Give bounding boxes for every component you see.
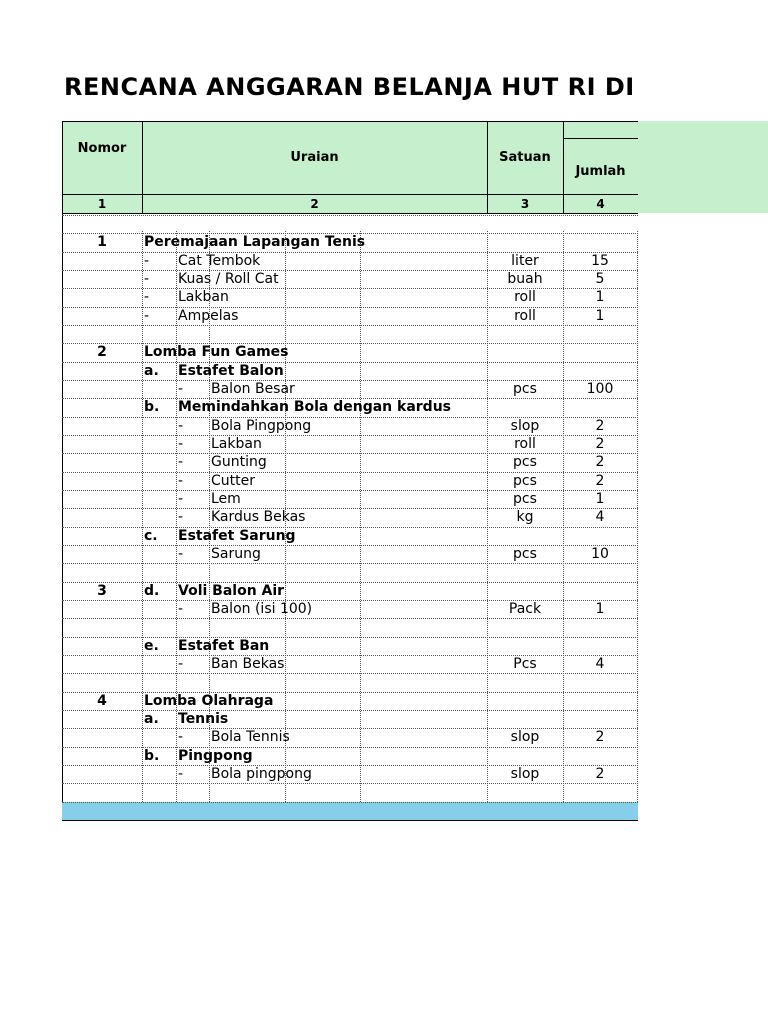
table-row <box>62 270 638 288</box>
page-title: RENCANA ANGGARAN BELANJA HUT RI DI <box>64 73 635 101</box>
row-satuan: liter <box>511 252 539 269</box>
row-col-b: d. <box>144 582 160 599</box>
row-col-d: Ban Bekas <box>211 655 285 672</box>
row-col-c: - <box>178 600 184 617</box>
row-col-d: Bola Pingpong <box>211 417 312 434</box>
row-col-c: Estafet Sarung <box>178 527 296 544</box>
row-satuan: pcs <box>513 454 537 471</box>
table-row <box>62 527 638 545</box>
row-col-b: Lomba Olahraga <box>144 692 274 709</box>
row-col-b: e. <box>144 637 159 654</box>
table-row <box>62 215 638 233</box>
grid-h <box>62 508 638 509</box>
jumlah-group-line <box>563 138 638 139</box>
row-satuan: pcs <box>513 545 537 562</box>
row-col-c: Kuas / Roll Cat <box>178 271 279 287</box>
table-row <box>62 490 638 508</box>
header-num-uraian: 2 <box>142 195 487 213</box>
row-jumlah: 1 <box>595 289 605 306</box>
row-jumlah: 5 <box>595 271 605 287</box>
table-row <box>62 710 638 728</box>
row-jumlah: 1 <box>595 490 605 507</box>
row-jumlah: 100 <box>586 381 614 397</box>
table-row <box>62 325 638 343</box>
table-row <box>62 508 638 526</box>
row-col-b: Peremajaan Lapangan Tenis <box>144 234 366 251</box>
row-col-d: Bola pingpong <box>211 765 312 782</box>
row-jumlah: 2 <box>595 472 605 489</box>
grid-h <box>62 435 638 436</box>
row-col-c: Pingpong <box>178 747 253 764</box>
header-line <box>62 194 638 195</box>
header-nomor-fill <box>62 176 142 194</box>
grid-h <box>62 307 638 308</box>
table-row <box>62 417 638 435</box>
row-satuan: roll <box>514 289 536 306</box>
row-col-d: Balon Besar <box>211 381 295 397</box>
row-satuan: roll <box>514 307 536 324</box>
row-number: 2 <box>97 344 107 361</box>
row-jumlah: 4 <box>595 655 605 672</box>
grid-h <box>62 802 638 803</box>
row-satuan: roll <box>514 436 536 452</box>
header-jumlah: Jumlah <box>563 138 638 194</box>
table-row <box>62 655 638 673</box>
row-satuan: slop <box>510 729 540 746</box>
row-satuan: pcs <box>513 490 537 507</box>
table-border-bottom <box>62 820 638 821</box>
header-jumlah-group <box>563 121 638 138</box>
header-num-nomor: 1 <box>62 195 142 213</box>
grid-h <box>62 453 638 454</box>
row-satuan: slop <box>510 417 540 434</box>
table-row <box>62 728 638 746</box>
header-divider-1 <box>142 121 143 214</box>
table-row <box>62 288 638 306</box>
grid-h <box>62 783 638 784</box>
row-col-b: - <box>144 289 150 306</box>
row-col-c: - <box>178 545 184 562</box>
table-row <box>62 600 638 618</box>
table-row <box>62 343 638 361</box>
row-col-c: - <box>178 454 184 471</box>
row-jumlah: 15 <box>591 252 609 269</box>
table-row <box>62 692 638 710</box>
grid-h <box>62 233 638 234</box>
header-num-satuan: 3 <box>487 195 563 213</box>
header-divider-3 <box>563 121 564 214</box>
grid-h <box>62 728 638 729</box>
grid-h <box>62 490 638 491</box>
grid-h <box>62 637 638 638</box>
grid-h <box>62 325 638 326</box>
table-row <box>62 252 638 270</box>
table-row <box>62 765 638 783</box>
row-col-b: - <box>144 271 150 287</box>
row-satuan: Pcs <box>513 655 537 672</box>
row-col-c: - <box>178 765 184 782</box>
row-jumlah: 2 <box>595 436 605 452</box>
grid-h <box>62 527 638 528</box>
grid-h <box>62 618 638 619</box>
table-row <box>62 783 638 801</box>
row-col-d: Sarung <box>211 545 261 562</box>
row-col-d: Cutter <box>211 472 255 489</box>
header-number-line <box>62 213 638 214</box>
table-row <box>62 618 638 636</box>
row-jumlah: 2 <box>595 729 605 746</box>
row-col-d: Bola Tennis <box>211 729 290 746</box>
row-col-b: b. <box>144 747 160 764</box>
row-col-c: - <box>178 729 184 746</box>
grid-h <box>62 417 638 418</box>
table-row <box>62 362 638 380</box>
row-jumlah: 2 <box>595 417 605 434</box>
row-col-c: Estafet Balon <box>178 362 284 379</box>
grid-h <box>62 270 638 271</box>
row-col-c: - <box>178 417 184 434</box>
grid-h <box>62 582 638 583</box>
row-col-d: Lem <box>211 490 241 507</box>
budget-table <box>62 121 638 821</box>
grid-h <box>62 362 638 363</box>
grid-h <box>62 673 638 674</box>
row-jumlah: 2 <box>595 454 605 471</box>
row-satuan: kg <box>516 509 534 526</box>
table-row <box>62 747 638 765</box>
row-col-c: Ampelas <box>178 307 239 324</box>
row-jumlah: 1 <box>595 307 605 324</box>
row-col-c: - <box>178 655 184 672</box>
row-col-c: Voli Balon Air <box>178 582 285 599</box>
grid-h <box>62 215 638 216</box>
row-satuan: Pack <box>508 600 542 617</box>
table-border-top <box>62 121 638 122</box>
grid-h <box>62 563 638 564</box>
header-num-jumlah: 4 <box>563 195 638 213</box>
row-col-b: a. <box>144 710 159 727</box>
grid-h <box>62 380 638 381</box>
header-uraian: Uraian <box>142 121 487 194</box>
table-row <box>62 453 638 471</box>
row-col-c: - <box>178 509 184 526</box>
row-col-b: b. <box>144 399 160 416</box>
row-col-c: - <box>178 436 184 452</box>
row-jumlah: 4 <box>595 509 605 526</box>
row-col-d: Kardus Bekas <box>211 509 306 526</box>
table-row <box>62 380 638 398</box>
row-col-b: - <box>144 252 150 269</box>
table-row <box>62 545 638 563</box>
table-row <box>62 435 638 453</box>
row-col-c: - <box>178 490 184 507</box>
row-col-c: Lakban <box>178 289 229 306</box>
grid-h <box>62 252 638 253</box>
grid-h <box>62 472 638 473</box>
row-col-c: - <box>178 472 184 489</box>
grid-h <box>62 747 638 748</box>
row-col-c: Tennis <box>178 710 229 727</box>
row-satuan: slop <box>510 765 540 782</box>
row-jumlah: 2 <box>595 765 605 782</box>
row-col-d: Gunting <box>211 454 267 471</box>
row-number: 1 <box>97 234 107 251</box>
grid-h <box>62 655 638 656</box>
table-footer-bar <box>62 802 638 820</box>
row-satuan: pcs <box>513 472 537 489</box>
table-row <box>62 582 638 600</box>
grid-h <box>62 765 638 766</box>
grid-h <box>62 545 638 546</box>
header-satuan: Satuan <box>487 121 563 194</box>
row-jumlah: 10 <box>591 545 609 562</box>
row-satuan: buah <box>507 271 543 287</box>
grid-h <box>62 692 638 693</box>
grid-h <box>62 343 638 344</box>
row-col-b: Lomba Fun Games <box>144 344 289 361</box>
table-row <box>62 398 638 416</box>
row-col-c: - <box>178 381 184 397</box>
row-number: 3 <box>97 582 107 599</box>
table-row <box>62 563 638 581</box>
table-row <box>62 307 638 325</box>
grid-h <box>62 398 638 399</box>
row-col-c: Memindahkan Bola dengan kardus <box>178 399 451 416</box>
row-col-d: Lakban <box>211 436 262 452</box>
grid-h <box>62 600 638 601</box>
table-row <box>62 637 638 655</box>
row-col-c: Cat Tembok <box>178 252 261 269</box>
row-col-b: c. <box>144 527 158 544</box>
row-number: 4 <box>97 692 107 709</box>
grid-h <box>62 288 638 289</box>
row-col-d: Balon (isi 100) <box>211 600 313 617</box>
header-nomor: Nomor <box>62 121 142 176</box>
row-col-b: - <box>144 307 150 324</box>
row-col-c: Estafet Ban <box>178 637 270 654</box>
table-row <box>62 233 638 251</box>
row-col-b: a. <box>144 362 159 379</box>
header-fill-extension <box>638 121 768 213</box>
header-divider-2 <box>487 121 488 214</box>
table-row <box>62 673 638 691</box>
row-jumlah: 1 <box>595 600 605 617</box>
table-row <box>62 472 638 490</box>
grid-h <box>62 710 638 711</box>
row-satuan: pcs <box>513 381 537 397</box>
